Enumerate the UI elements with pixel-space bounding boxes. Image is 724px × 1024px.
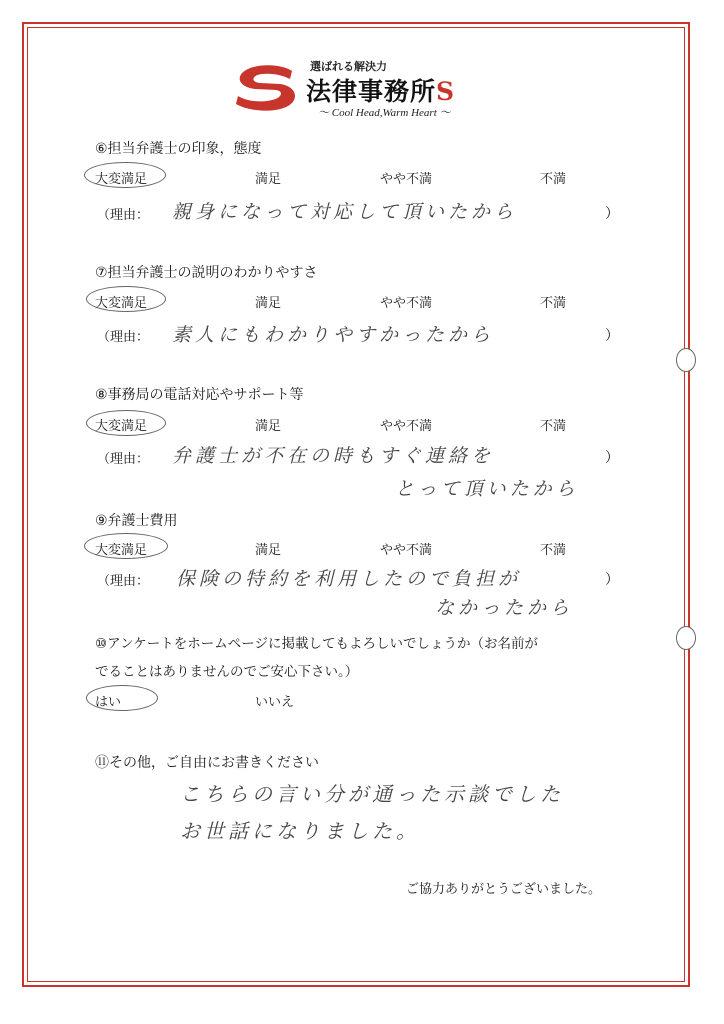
q7-reason-close: ） xyxy=(605,328,619,344)
q6-option-very-satisfied[interactable]: 大変満足 xyxy=(95,172,148,187)
q8-reason-close: ） xyxy=(605,450,619,466)
question-11-title: ⑪その他，ご自由にお書きください xyxy=(95,755,319,771)
q11-handwriting-line-2: お世話になりました。 xyxy=(180,819,420,843)
q8-reason-handwriting-2: とって頂いたから xyxy=(395,478,579,500)
q10-option-yes[interactable]: はい xyxy=(95,695,122,710)
question-6-title: ⑥担当弁護士の印象，態度 xyxy=(95,141,262,157)
question-10-line-1: ⑩アンケートをホームページに掲載してもよろしいでしょうか（お名前が xyxy=(95,636,539,652)
q7-option-satisfied[interactable]: 満足 xyxy=(255,296,282,311)
q9-reason-close: ） xyxy=(605,572,619,588)
q7-option-very-satisfied[interactable]: 大変満足 xyxy=(95,296,148,311)
logo-tagline: 選ばれる解決力 xyxy=(310,60,387,73)
q10-option-no[interactable]: いいえ xyxy=(255,695,295,710)
q8-reason-label: （理由： xyxy=(97,452,150,467)
q8-option-dissatisfied[interactable]: 不満 xyxy=(540,419,567,434)
q6-option-satisfied[interactable]: 満足 xyxy=(255,172,282,187)
q9-reason-handwriting: 保険の特約を利用したので負担が xyxy=(176,568,522,590)
q9-reason-label: （理由： xyxy=(97,574,150,589)
q7-reason-label: （理由： xyxy=(97,330,150,345)
q8-option-somewhat-dissatisfied[interactable]: やや不満 xyxy=(380,419,433,434)
q7-option-somewhat-dissatisfied[interactable]: やや不満 xyxy=(380,296,433,311)
logo-name-suffix: S xyxy=(436,77,456,106)
q7-reason-handwriting: 素人にもわかりやすかったから xyxy=(172,324,495,346)
q9-option-very-satisfied[interactable]: 大変満足 xyxy=(95,543,148,558)
logo-name: 法律事務所S xyxy=(306,77,456,106)
binder-hole-icon xyxy=(676,626,696,650)
question-7-title: ⑦担当弁護士の説明のわかりやすさ xyxy=(95,265,318,281)
question-9-title: ⑨弁護士費用 xyxy=(95,513,178,529)
q8-reason-handwriting: 弁護士が不在の時もすぐ連絡を xyxy=(172,445,495,467)
thanks-message: ご協力ありがとうございました。 xyxy=(406,882,602,897)
q6-reason-handwriting: 親身になって対応して頂いたから xyxy=(172,201,518,223)
question-10-line-2: でることはありませんのでご安心下さい。） xyxy=(95,664,359,680)
q9-reason-handwriting-2: なかったから xyxy=(435,597,574,619)
q7-option-dissatisfied[interactable]: 不満 xyxy=(540,296,567,311)
q6-reason-close: ） xyxy=(605,206,619,222)
q8-option-very-satisfied[interactable]: 大変満足 xyxy=(95,419,148,434)
q8-option-satisfied[interactable]: 満足 xyxy=(255,419,282,434)
q9-option-satisfied[interactable]: 満足 xyxy=(255,543,282,558)
logo-slogan: 〜 Cool Head,Warm Heart 〜 xyxy=(318,107,451,119)
logo xyxy=(232,58,492,120)
q6-option-somewhat-dissatisfied[interactable]: やや不満 xyxy=(380,172,433,187)
binder-hole-icon xyxy=(676,348,696,372)
question-8-title: ⑧事務局の電話対応やサポート等 xyxy=(95,387,304,403)
q11-handwriting-line-1: こちらの言い分が通った示談でした xyxy=(180,782,564,806)
q6-option-dissatisfied[interactable]: 不満 xyxy=(540,172,567,187)
q6-reason-label: （理由： xyxy=(97,208,150,223)
q9-option-somewhat-dissatisfied[interactable]: やや不満 xyxy=(380,543,433,558)
q9-option-dissatisfied[interactable]: 不満 xyxy=(540,543,567,558)
logo-s-icon xyxy=(232,62,300,114)
